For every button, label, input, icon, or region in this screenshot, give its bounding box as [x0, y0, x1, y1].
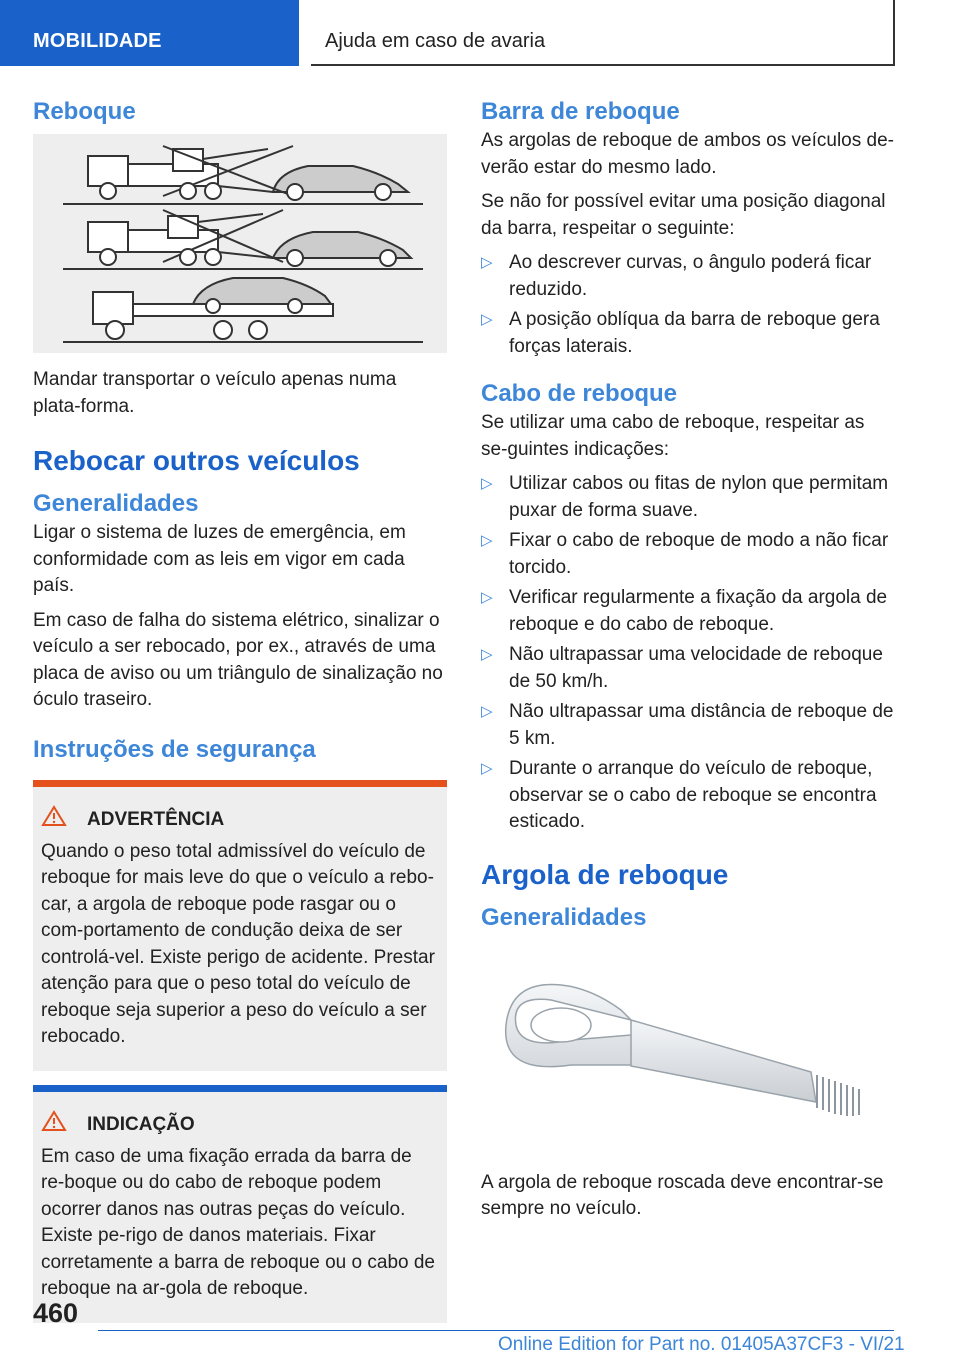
argola-heading: Argola de reboque [481, 858, 729, 890]
list-item: ▷ Utilizar cabos ou fitas de nylon que permitam puxar de forma suave. [481, 473, 889, 521]
tow-eye-illustration [481, 940, 895, 1170]
list-item: ▷ Ao descrever curvas, o ângulo poderá ficar reduzido. [481, 252, 872, 300]
reboque-heading: Reboque [33, 98, 136, 125]
list-item: ▷ Não ultrapassar uma distância de reboque de 5 km. [481, 701, 894, 749]
general-heading: Generalidades [33, 490, 199, 517]
argola-general-heading: Generalidades [481, 903, 647, 931]
argola-text: A argola de reboque roscada deve encontrar-se sempre no veículo. [481, 1171, 884, 1219]
footer-rule [98, 1330, 894, 1331]
list-item: ▷ Não ultrapassar uma velocidade de reboque de 50 km/h. [481, 644, 883, 692]
warning-triangle-icon [41, 805, 87, 835]
warning-heading [41, 805, 437, 835]
edition-text: Online Edition for Part no. 01405A37CF3 - VI/21 [498, 1334, 905, 1355]
notice-triangle-icon [41, 1110, 87, 1140]
tow-trucks-image [33, 134, 447, 353]
cabo-heading: Cabo de reboque [481, 380, 678, 407]
list-item: ▷ Durante o arranque do veículo de reboque, observar se o cabo de reboque se encontra esticado. [481, 758, 877, 832]
notice-heading [41, 1110, 437, 1140]
header-section-tab [0, 0, 299, 66]
barra-paragraph-1: As argolas de reboque de ambos os veículos de-verão estar do mesmo lado. [481, 130, 894, 178]
warning-title: ADVERTÊNCIA [87, 808, 225, 830]
bullet-triangle-icon: ▷ [481, 254, 493, 271]
list-item: ▷ A posição oblíqua da barra de reboque gera forças laterais. [481, 309, 880, 357]
bullet-triangle-icon: ▷ [481, 646, 493, 663]
barra-heading: Barra de reboque [481, 98, 680, 125]
cabo-list [481, 471, 895, 836]
right-column [481, 96, 895, 1231]
left-column [33, 96, 447, 1323]
bullet-triangle-icon: ▷ [481, 475, 493, 492]
tow-eye-image [481, 940, 895, 1170]
notice-title: INDICAÇÃO [87, 1113, 195, 1135]
barra-paragraph-2: Se não for possível evitar uma posição diagonal da barra, respeitar o seguinte: [481, 191, 886, 239]
notice-box [33, 1085, 447, 1323]
safety-heading: Instruções de segurança [33, 735, 316, 763]
header-section-label: MOBILIDADE [33, 30, 162, 52]
list-item: ▷ Fixar o cabo de reboque de modo a não ficar torcido. [481, 530, 889, 578]
towing-illustration [33, 134, 447, 353]
page-number: 460 [33, 1298, 79, 1328]
bullet-triangle-icon: ▷ [481, 311, 493, 328]
cabo-paragraph: Se utilizar uma cabo de reboque, respeitar as se-guintes indicações: [481, 412, 865, 460]
list-item: ▷ Verificar regularmente a fixação da argola de reboque e do cabo de reboque. [481, 587, 888, 635]
general-paragraph-1: Ligar o sistema de luzes de emergência, em conformidade com as leis em vigor em cada país. [33, 522, 406, 596]
warning-text: Quando o peso total admissível do veículo de reboque for mais leve do que o veículo a rebo-car, a argola de reboque pode rasgar ou o com-portamento de condução deixa de ser controlá-vel. Existe perigo de acidente. Prestar atenção para que o peso total do veículo de reboque seja superior a peso do veículo a ser rebocado. [41, 840, 435, 1047]
bullet-triangle-icon: ▷ [481, 532, 493, 549]
header-chapter [311, 0, 895, 66]
warning-box [33, 780, 447, 1071]
general-paragraph-2: Em caso de falha do sistema elétrico, sinalizar o veículo a ser rebocado, por ex., através de uma placa de aviso ou um triângulo de sinalização no óculo traseiro. [33, 609, 443, 710]
barra-list [481, 250, 895, 360]
bullet-triangle-icon: ▷ [481, 703, 493, 720]
bullet-triangle-icon: ▷ [481, 760, 493, 777]
notice-text: Em caso de uma fixação errada da barra de re-boque ou do cabo de reboque podem ocorrer danos nas outras peças do veículo. Existe pe-rigo de danos materiais. Fixar corretamente a barra de reboque ou o cabo de reboque na ar-gola de reboque. [41, 1145, 435, 1299]
header-chapter-label: Ajuda em caso de avaria [325, 30, 546, 52]
reboque-text: Mandar transportar o veículo apenas numa plata-forma. [33, 369, 397, 417]
outros-heading: Rebocar outros veículos [33, 445, 360, 476]
bullet-triangle-icon: ▷ [481, 589, 493, 606]
